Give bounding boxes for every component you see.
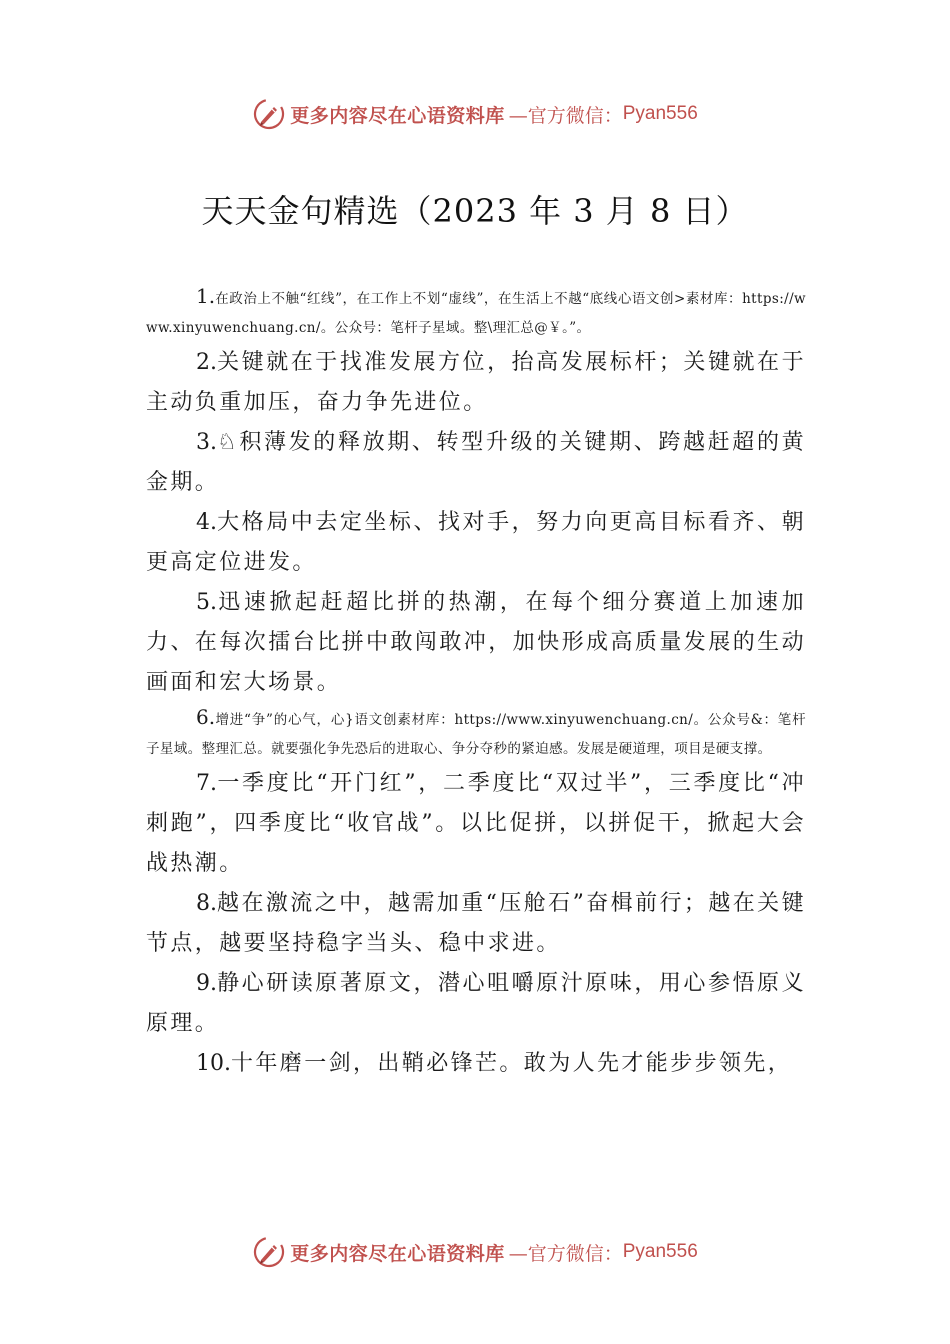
banner-text: 更多内容尽在心语资料库 bbox=[290, 1242, 505, 1265]
quote-number: 3. bbox=[196, 430, 217, 455]
quote-number: 2. bbox=[196, 350, 217, 375]
quote-number: 5. bbox=[196, 590, 217, 615]
pen-logo-icon bbox=[252, 97, 286, 131]
banner-wechat-id: Pyan556 bbox=[622, 1241, 698, 1262]
quote-number: 10. bbox=[196, 1051, 231, 1076]
page-title: 天天金句精选（2023 年 3 月 8 日） bbox=[201, 192, 749, 230]
header-banner bbox=[0, 92, 950, 136]
footer-banner bbox=[0, 1230, 950, 1274]
quote-list bbox=[146, 282, 806, 1084]
quote-item-8 bbox=[146, 884, 806, 964]
quote-item-10 bbox=[146, 1044, 806, 1084]
quote-item-6 bbox=[146, 703, 806, 764]
quote-number: 7. bbox=[196, 771, 217, 796]
pen-logo-icon bbox=[252, 1235, 286, 1269]
banner-wechat-label: —官方微信： bbox=[508, 104, 623, 127]
quote-item-4 bbox=[146, 503, 806, 583]
quote-text: 关键就在于找准发展方位，抬高发展标杆；关键就在于主动负重加压，奋力争先进位。 bbox=[146, 350, 806, 415]
quote-text: 十年磨一剑，出鞘必锋芒。敢为人先才能步步领先， bbox=[231, 1051, 793, 1076]
quote-text: 大格局中去定坐标、找对手，努力向更高目标看齐、朝更高定位进发。 bbox=[146, 510, 806, 575]
quote-text: 迅速掀起赶超比拼的热潮，在每个细分赛道上加速加力、在每次擂台比拼中敢闯敢冲，加快形成高质量发展的生动画面和宏大场景。 bbox=[146, 590, 806, 695]
quote-number: 9. bbox=[196, 971, 217, 996]
quote-item-9 bbox=[146, 964, 806, 1044]
quote-item-3 bbox=[146, 423, 806, 503]
quote-text: ♘积薄发的释放期、转型升级的关键期、跨越赶超的黄金期。 bbox=[146, 430, 806, 495]
quote-text: 增进“争”的心气，心}语文创素材库：https://www.xinyuwenchuang.cn/。公众号&：笔杆子星域。整理汇总。就要强化争先恐后的进取心、争分夺秒的紧迫感。发展是硬道理，项目是硬支撑。 bbox=[146, 712, 806, 757]
quote-number: 4. bbox=[196, 510, 217, 535]
quote-number: 8. bbox=[196, 891, 217, 916]
banner-text: 更多内容尽在心语资料库 bbox=[290, 104, 505, 127]
quote-text: 越在激流之中，越需加重“压舱石”奋楫前行；越在关键节点，越要坚持稳字当头、稳中求进。 bbox=[146, 891, 806, 956]
quote-item-5 bbox=[146, 583, 806, 703]
quote-number: 1. bbox=[196, 284, 216, 308]
banner-wechat-label: —官方微信： bbox=[508, 1242, 623, 1265]
quote-item-7 bbox=[146, 764, 806, 884]
quote-text: 静心研读原著原文，潜心咀嚼原汁原味，用心参悟原义原理。 bbox=[146, 971, 806, 1036]
banner-wechat-id: Pyan556 bbox=[622, 103, 698, 124]
quote-item-1 bbox=[146, 282, 806, 343]
quote-text: 一季度比“开门红”，二季度比“双过半”，三季度比“冲刺跑”，四季度比“收官战”。以比促拼，以拼促干，掀起大会战热潮。 bbox=[146, 771, 806, 876]
quote-item-2 bbox=[146, 343, 806, 423]
quote-text: 在政治上不触“红线”，在工作上不划“虚线”，在生活上不越“底线心语文创>素材库：https://www.xinyuwenchuang.cn/。公众号：笔杆子星域。整\理汇总@￥。”。 bbox=[146, 291, 806, 336]
quote-number: 6. bbox=[196, 705, 216, 729]
